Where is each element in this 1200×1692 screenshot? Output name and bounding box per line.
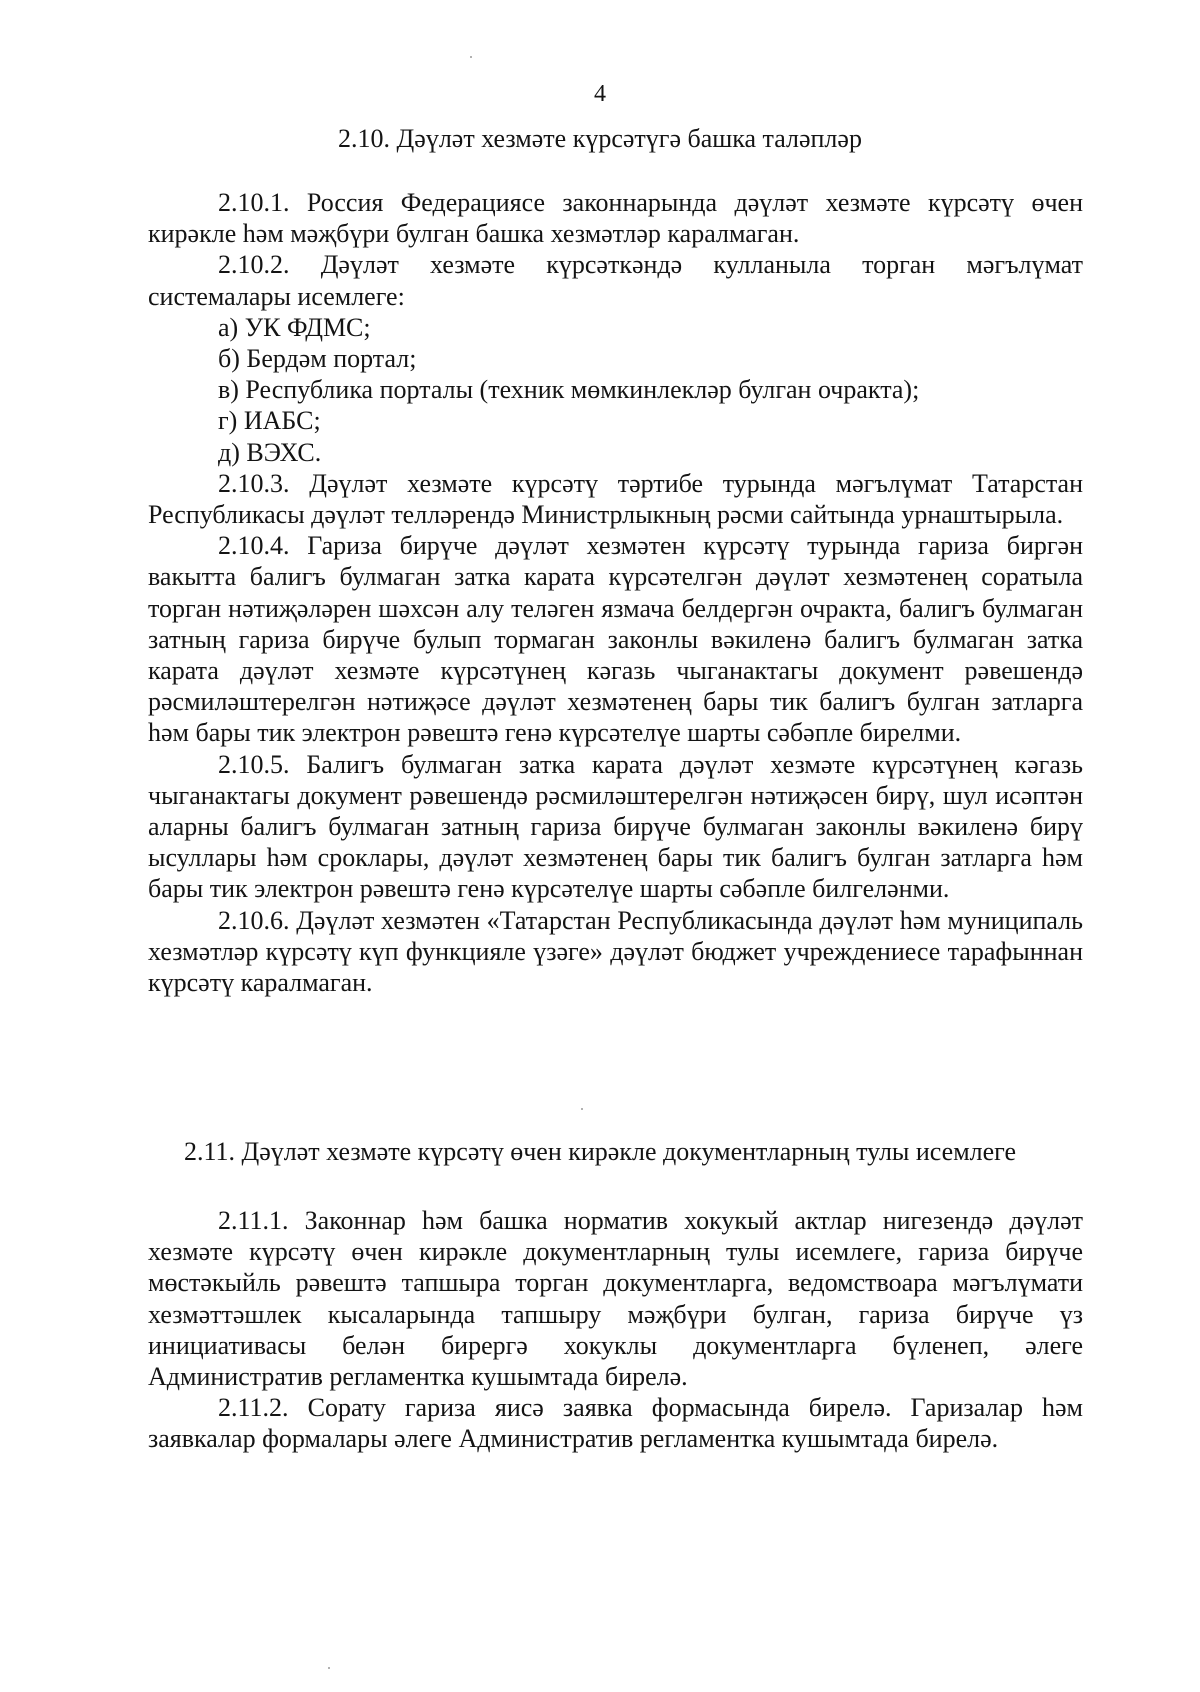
section-heading-2-10: 2.10. Дәүләт хезмәте күрсәтүгә башка таләпләр (338, 124, 862, 153)
paragraph-2-10-3: 2.10.3. Дәүләт хезмәте күрсәтү тәртибе турында мәгълүмат Татарстан Республикасы дәүләт телләрендә Министрлыкның рәсми сайтында урнаштырыла. (148, 468, 1083, 530)
scan-speck (581, 1108, 583, 1110)
list-item: б) Бердәм портал; (218, 344, 417, 374)
paragraph-2-10-1: 2.10.1. Россия Федерациясе законнарында дәүләт хезмәте күрсәтү өчен кирәкле һәм мәҗбүри булган башка хезмәтләр каралмаган. (148, 188, 1083, 249)
section-body-2-10 (148, 187, 1083, 998)
section-body-2-11 (148, 1205, 1083, 1455)
paragraph-2-10-6: 2.10.6. Дәүләт хезмәтен «Татарстан Республикасында дәүләт һәм муниципаль хезмәтләр күрсәтү күп функцияле үзәге» дәүләт бюджет учреждениесе тарафыннан күрсәтү каралмаган. (148, 905, 1083, 998)
paragraph-2-10-2: 2.10.2. Дәүләт хезмәте күрсәткәндә кулланыла торган мәгълүмат системалары исемлеге: (148, 250, 1083, 311)
list-item: д) ВЭХС. (218, 437, 322, 467)
scan-speck (328, 1667, 330, 1669)
list-item: в) Республика порталы (техник мөмкинлекләр булган очракта); (218, 375, 920, 405)
scan-speck (470, 56, 472, 58)
paragraph-2-11-1: 2.11.1. Законнар һәм башка норматив хокукый актлар нигезендә дәүләт хезмәте күрсәтү өчен кирәкле документларның тулы исемлеге, гариза бирүче мөстәкыйль рәвештә тапшыра торган документларга, ведомствоара мәгълүмати хезмәттәшлек кысаларында тапшыру мәҗбүри булган, гариза бирүче үз инициативасы белән бирергә хокуклы документларга бүленеп, әлеге Административ регламентка кушымтада бирелә. (148, 1206, 1083, 1392)
paragraph-2-11-2: 2.11.2. Сорату гариза яисә заявка формасында бирелә. Гаризалар һәм заявкалар формалары әлеге Административ регламентка кушымтада бирелә. (148, 1393, 1083, 1454)
section-heading-2-11: 2.11. Дәүләт хезмәте күрсәтү өчен кирәкле документларның тулы исемлеге (183, 1137, 1017, 1166)
list-item: г) ИАБС; (218, 406, 321, 436)
page-number: 4 (594, 81, 606, 107)
paragraph-2-10-4: 2.10.4. Гариза бирүче дәүләт хезмәтен күрсәтү турында гариза биргән вакытта балигъ булмаган затка карата күрсәтелгән дәүләт хезмәтенең соратыла торган нәтиҗәләрен шәхсән алу теләген язмача белдергән очракта, балигъ булмаган затның гариза бирүче булып тормаган законлы вәкиленә балигъ булмаган затка карата дәүләт хезмәте күрсәтүнең кәгазь чыганактагы документ рәвешендә рәсмиләштерелгән нәтиҗәсе дәүләт хезмәтенең бары тик балигъ булган затларга һәм бары тик электрон рәвештә генә күрсәтелүе шарты сәбәпле бирелми. (148, 531, 1083, 748)
list-item: а) УК ФДМС; (218, 312, 371, 342)
paragraph-2-10-5: 2.10.5. Балигъ булмаган затка карата дәүләт хезмәте күрсәтүнең кәгазь чыганактагы документ рәвешендә рәсмиләштерелгән нәтиҗәсен бирү, шул исәптән аларны балигъ булмаган затның гариза бирүче булмаган законлы вәкиленә бирү ысуллары һәм сроклары, дәүләт хезмәтенең бары тик балигъ булган затларга һәм бары тик электрон рәвештә генә күрсәтелүе шарты сәбәпле билгеләнми. (148, 749, 1083, 904)
